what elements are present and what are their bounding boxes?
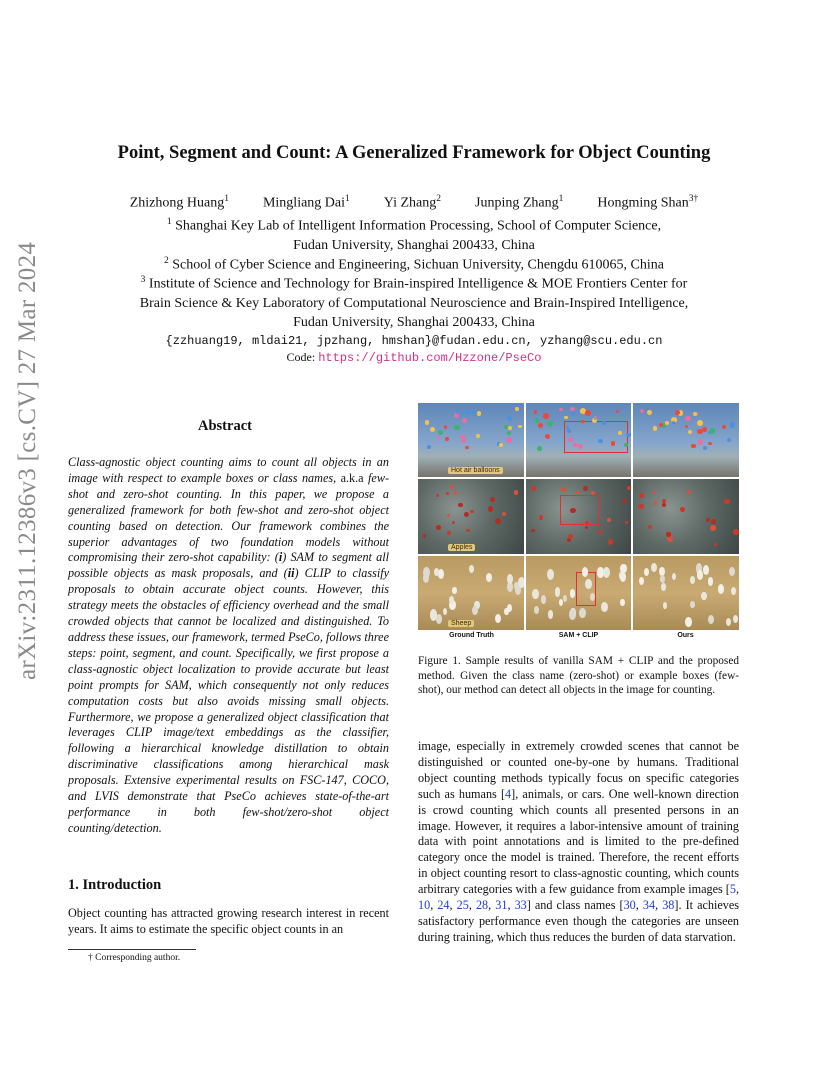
object-marker: [687, 490, 691, 494]
object-marker: [507, 416, 512, 421]
object-marker: [430, 427, 435, 432]
object-marker: [566, 426, 569, 429]
code-link[interactable]: https://github.com/Hzzone/PseCo: [318, 351, 542, 365]
object-marker: [462, 418, 467, 423]
object-marker: [438, 430, 443, 435]
object-marker: [507, 574, 513, 584]
object-marker: [708, 615, 714, 625]
object-marker: [486, 573, 492, 582]
object-marker: [727, 438, 731, 442]
object-marker: [627, 486, 631, 490]
object-marker: [703, 565, 709, 575]
object-marker: [690, 601, 695, 609]
object-marker: [672, 573, 677, 580]
object-marker: [472, 606, 478, 615]
object-marker: [452, 587, 456, 594]
abstract-text: Class-agnostic object counting aims to count all objects in an image with respect to example boxes or class names, a.k.a few-shot and zero-shot counting. In this paper, we propose a generalized framework for both few-shot and zero-shot object counting based on detection. Our framework combines the superior advantages of two foundation models without compromising their zero-shot capability: (i) SAM to segment all possible objects as mask proposals, and (ii) CLIP to classify proposals to obtain accurate object counts. However, this strategy meets the obstacles of efficiency overhead and the small crowded objects that cannot be localized and distinguished. To address these issues, our framework, termed PseCo, follows three steps: point, segment, and count. Specifically, we first propose a class-agnostic object localization to provide accurate but least point prompts for SAM, which consequently not only reduces computation costs but also avoids missing small objects. Furthermore, we propose a generalized object classification that leverages CLIP image/text embeddings as the classifier, following a hierarchical knowledge distillation to obtain discriminative classifications among hierarchical mask proposals. Extensive experimental results on FSC-147, COCO, and LVIS demonstrate that PseCo achieves state-of-the-art performance in both few-shot/zero-shot object counting/detection.: [68, 455, 390, 835]
author: Yi Zhang$^2$: [383, 194, 442, 211]
object-marker: [639, 577, 644, 585]
panel-label: Hot air balloons: [448, 467, 503, 474]
object-marker: [701, 592, 706, 601]
panel-label: Sheep: [448, 620, 474, 627]
object-marker: [436, 525, 441, 530]
right-column-text: image, especially in extremely crowded scenes that cannot be distinguished or counted one-by-one by humans. Traditional object counting methods typically focus on specific categories such as humans [4], animals, or cars. One well-known direction is crowd counting which counts all presented persons in an image. However, it requires a labor-intensive amount of training data with point annotations and is limited to the pre-defined category once the model is trained. Therefore, the recent efforts in object counting resort to class-agnostic counting, which counts arbitrary categories with a few guidance from example images [5, 10, 24, 25, 28, 31, 33] and class names [30, 34, 38]. It achieves satisfactory performance even though the categories are unseen during training, which thus reduces the burden of data starvation.: [418, 739, 740, 944]
object-marker: [602, 421, 606, 425]
object-marker: [620, 564, 626, 574]
object-marker: [661, 583, 666, 591]
object-marker: [543, 413, 548, 418]
object-marker: [464, 512, 469, 517]
panel-apples-gt: [418, 479, 524, 553]
object-marker: [672, 421, 675, 424]
object-marker: [564, 416, 567, 419]
panel-balloons-samclip: [526, 403, 632, 477]
object-marker: [559, 408, 563, 412]
object-marker: [665, 421, 670, 426]
object-marker: [570, 407, 574, 411]
object-marker: [675, 410, 680, 415]
email-line: {zzhuang19, mldai21, jpzhang, hmshan}@fudan.edu.cn, yzhang@scu.edu.cn: [165, 334, 663, 348]
object-marker: [620, 572, 626, 582]
panel-balloons-gt: [418, 403, 524, 477]
citation-link[interactable]: 25: [456, 898, 469, 913]
object-marker: [730, 422, 736, 428]
affiliation-3: $^3$ Institute of Science and Technology for Brain-inspired Intelligence & MOE Frontiers Center for Brain Science & Key Laboratory of Computational Neuroscience and Brain-Inspired Intelligence, Fudan University, Shanghai 200433, China: [139, 275, 689, 330]
object-marker: [548, 610, 554, 619]
abstract-heading: Abstract: [198, 418, 252, 434]
paper-title: Point, Segment and Count: A Generalized Framework for Object Counting: [117, 143, 711, 163]
object-marker: [547, 569, 554, 580]
object-marker: [611, 441, 616, 446]
object-marker: [470, 510, 473, 513]
object-marker: [616, 410, 619, 413]
object-marker: [477, 411, 481, 415]
object-marker: [729, 567, 735, 576]
object-marker: [469, 565, 474, 573]
object-marker: [576, 491, 580, 495]
panel-apples-ours: [633, 479, 739, 553]
object-marker: [499, 443, 502, 446]
error-box: [564, 421, 628, 453]
object-marker: [603, 567, 610, 578]
object-marker: [685, 425, 688, 428]
error-box: [560, 495, 600, 525]
introduction-text: Object counting has attracted growing research interest in recent years. It aims to estimate the specific object counts in an: [68, 906, 389, 936]
object-marker: [666, 532, 671, 537]
object-marker: [476, 434, 480, 438]
object-marker: [563, 595, 567, 602]
object-marker: [449, 596, 454, 604]
object-marker: [638, 504, 644, 510]
object-marker: [598, 530, 602, 534]
figure-caption: Figure 1. Sample results of vanilla SAM + CLIP and the proposed method. Given the class name (zero-shot) or example boxes (few-shot), our method can detect all objects in the image for counting.: [418, 655, 739, 697]
citation-link[interactable]: 31: [495, 898, 508, 913]
object-marker: [447, 514, 450, 517]
object-marker: [447, 531, 451, 535]
object-marker: [514, 582, 519, 589]
object-marker: [514, 490, 519, 495]
figure-grid: [418, 403, 739, 630]
object-marker: [653, 426, 657, 430]
object-marker: [571, 412, 576, 417]
object-marker: [427, 445, 431, 449]
object-marker: [733, 615, 738, 624]
panel-balloons-ours: [633, 403, 739, 477]
citation-link[interactable]: 38: [662, 898, 675, 913]
object-marker: [583, 486, 587, 490]
object-marker: [662, 503, 666, 507]
object-marker: [698, 439, 704, 445]
object-marker: [585, 526, 588, 529]
object-marker: [555, 587, 561, 596]
object-marker: [488, 506, 494, 512]
object-marker: [539, 515, 543, 519]
object-marker: [570, 508, 576, 514]
object-marker: [714, 543, 717, 546]
object-marker: [437, 436, 440, 439]
column-label: SAM + CLIP: [558, 632, 599, 639]
object-marker: [626, 433, 631, 438]
object-marker: [680, 507, 684, 511]
object-marker: [639, 493, 644, 498]
object-marker: [708, 577, 713, 586]
object-marker: [538, 423, 543, 428]
figure-1: [418, 403, 739, 641]
object-marker: [547, 421, 552, 426]
object-marker: [465, 410, 470, 415]
object-marker: [461, 438, 466, 443]
object-marker: [579, 608, 586, 619]
object-marker: [430, 609, 437, 620]
footnote-rule: [68, 949, 196, 950]
object-marker: [702, 427, 707, 432]
arxiv-identifier: arXiv:2311.12386v3 [cs.CV] 27 Mar 2024: [14, 241, 41, 680]
object-marker: [691, 444, 695, 448]
object-marker: [534, 410, 538, 414]
object-marker: [710, 428, 715, 433]
object-marker: [660, 575, 665, 584]
citation-link[interactable]: 34: [642, 898, 656, 913]
object-marker: [708, 442, 711, 445]
object-marker: [443, 608, 447, 615]
object-marker: [573, 443, 578, 448]
object-marker: [446, 492, 449, 495]
object-marker: [601, 602, 607, 612]
object-marker: [731, 587, 736, 595]
citation-link[interactable]: 5: [729, 882, 736, 897]
object-marker: [648, 525, 652, 529]
object-marker: [531, 529, 534, 532]
object-marker: [450, 485, 454, 489]
object-marker: [726, 618, 732, 627]
object-marker: [502, 512, 506, 516]
object-marker: [515, 407, 519, 411]
object-marker: [561, 487, 566, 492]
object-marker: [518, 425, 522, 429]
figure-column-labels: [418, 632, 739, 639]
object-marker: [436, 494, 439, 497]
object-marker: [568, 534, 573, 539]
column-label: Ground Truth: [449, 632, 494, 639]
object-marker: [594, 416, 598, 420]
panel-sheep-ours: [633, 556, 739, 630]
citation-link[interactable]: 4: [505, 786, 512, 801]
object-marker: [644, 568, 649, 576]
object-marker: [534, 606, 539, 614]
object-marker: [647, 410, 652, 415]
object-marker: [685, 416, 690, 421]
footnote: † Corresponding author.: [88, 953, 181, 963]
object-marker: [531, 486, 536, 491]
citation-link[interactable]: 24: [437, 898, 450, 913]
object-marker: [570, 589, 575, 598]
object-marker: [625, 521, 628, 524]
object-marker: [423, 534, 427, 538]
object-marker: [733, 529, 738, 534]
object-marker: [585, 521, 589, 525]
object-marker: [465, 446, 468, 449]
object-marker: [569, 609, 576, 620]
object-marker: [620, 599, 625, 607]
citation-link[interactable]: 10: [418, 898, 431, 913]
object-marker: [697, 570, 704, 581]
object-marker: [685, 617, 691, 627]
object-marker: [640, 409, 644, 413]
object-marker: [690, 576, 695, 584]
object-marker: [711, 519, 716, 524]
object-marker: [532, 589, 538, 599]
object-marker: [444, 425, 447, 428]
object-marker: [581, 420, 585, 424]
object-marker: [541, 595, 546, 603]
object-marker: [454, 491, 457, 494]
object-marker: [651, 563, 657, 572]
author: Hongming Shan$^{3\dagger}$: [597, 194, 699, 211]
object-marker: [452, 521, 455, 524]
object-marker: [710, 525, 716, 531]
panel-sheep-gt: [418, 556, 524, 630]
citation-link[interactable]: 30: [623, 898, 636, 913]
object-marker: [688, 430, 692, 434]
object-marker: [454, 425, 460, 431]
object-marker: [722, 425, 726, 429]
affiliation-2: $^2$ School of Cyber Science and Engineering, Sichuan University, Chengdu 610065, China: [164, 256, 664, 273]
author: Mingliang Dai$^1$: [262, 194, 350, 211]
object-marker: [436, 614, 442, 623]
object-marker: [507, 431, 511, 435]
introduction-heading: 1. Introduction: [68, 877, 162, 893]
panel-sheep-samclip: [526, 556, 632, 630]
panel-apples-samclip: [526, 479, 632, 553]
column-label: Ours: [677, 632, 694, 639]
object-marker: [591, 491, 595, 495]
object-marker: [425, 420, 430, 425]
object-marker: [622, 499, 626, 503]
object-marker: [663, 602, 667, 609]
object-marker: [703, 446, 707, 450]
object-marker: [724, 499, 730, 505]
author: Zhizhong Huang$^1$: [129, 194, 229, 211]
object-marker: [567, 429, 571, 433]
object-marker: [667, 536, 673, 542]
object-marker: [537, 446, 541, 450]
object-marker: [471, 410, 475, 414]
object-marker: [423, 573, 429, 583]
citation-link[interactable]: 28: [475, 898, 489, 913]
object-marker: [545, 434, 550, 439]
panel-label: Apples: [448, 544, 475, 551]
author: Junping Zhang$^1$: [475, 194, 564, 211]
object-marker: [718, 584, 725, 595]
object-marker: [504, 608, 508, 615]
object-marker: [456, 410, 460, 414]
object-marker: [585, 410, 591, 416]
object-marker: [607, 518, 611, 522]
object-marker: [495, 518, 501, 524]
object-marker: [490, 497, 495, 502]
object-marker: [608, 539, 614, 545]
affiliation-1: $^1$ Shanghai Key Lab of Intelligent Information Processing, School of Computer Science, Fudan University, Shanghai 200433, China: [166, 217, 662, 253]
citation-link[interactable]: 33: [514, 898, 527, 913]
object-marker: [559, 599, 563, 606]
object-marker: [653, 491, 656, 494]
object-marker: [458, 503, 463, 508]
object-marker: [585, 579, 592, 590]
object-marker: [508, 426, 512, 430]
object-marker: [706, 518, 710, 522]
object-marker: [445, 437, 449, 441]
object-marker: [590, 593, 595, 601]
object-marker: [535, 418, 539, 422]
code-line: Code: https://github.com/Hzzone/PseCo: [286, 350, 542, 365]
object-marker: [598, 439, 602, 443]
object-marker: [506, 437, 512, 443]
author-list: [0, 194, 828, 212]
object-marker: [697, 420, 703, 426]
object-marker: [495, 614, 501, 623]
object-marker: [466, 529, 469, 532]
object-marker: [654, 501, 657, 504]
